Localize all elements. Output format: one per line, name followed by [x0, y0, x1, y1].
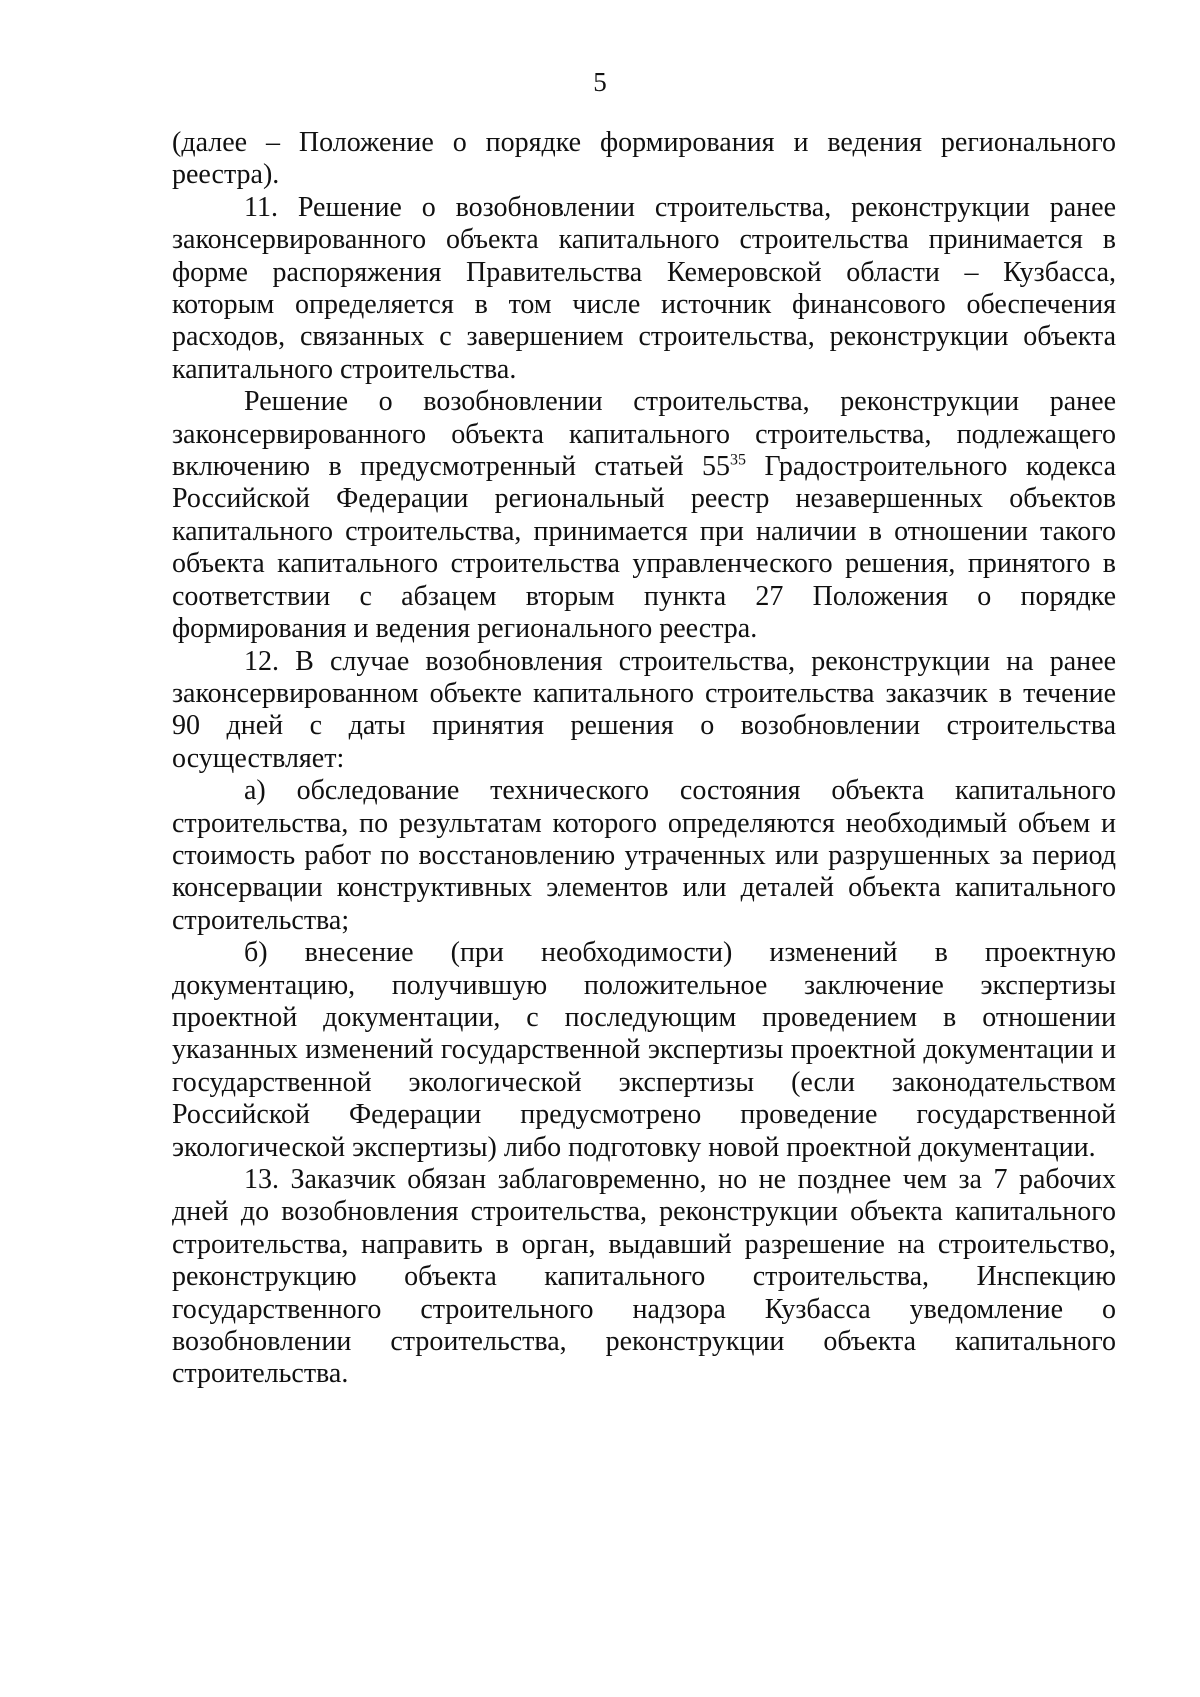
paragraph-text-after-superscript: Градостроительного кодекса Российской Федерации региональный реестр незавершенных объектов капитального строительства, принимается при наличии в отношении такого объекта капитального строительства управленческого решения, принятого в соответствии с абзацем вторым пункта 27 Положения о порядке формирования и ведения регионального реестра. [172, 451, 1116, 645]
paragraph-text-before-superscript: Решение о возобновлении строительства, реконструкции ранее законсервированного объекта капитального строительства, подлежащего включению в предусмотренный статьей 55 [172, 386, 1116, 483]
paragraph-subitem-a: а) обследование технического состояния объекта капитального строительства, по результатам которого определяются необходимый объем и стоимость работ по восстановлению утраченных или разрушенных за период консервации конструктивных элементов или деталей объекта капитального строительства; [172, 775, 1116, 936]
article-superscript: 35 [730, 451, 746, 469]
page-number: 5 [593, 67, 607, 97]
paragraph-item-13: 13. Заказчик обязан заблаговременно, но не позднее чем за 7 рабочих дней до возобновления строительства, реконструкции объекта капитального строительства, направить в орган, выдавший разрешение на строительство, реконструкцию объекта капитального строительства, Инспекцию государственного строительного надзора Кузбасса уведомление о возобновлении строительства, реконструкции объекта капитального строительства. [172, 1164, 1116, 1390]
paragraph-item-12: 12. В случае возобновления строительства, реконструкции на ранее законсервированном объекте капитального строительства заказчик в течение 90 дней с даты принятия решения о возобновлении строительства осуществляет: [172, 645, 1116, 774]
paragraph-item-11: 11. Решение о возобновлении строительства, реконструкции ранее законсервированного объекта капитального строительства принимается в форме распоряжения Правительства Кемеровской области – Кузбасса, которым определяется в том числе источник финансового обеспечения расходов, связанных с завершением строительства, реконструкции объекта капитального строительства. [172, 191, 1116, 385]
paragraph-decision-register [172, 386, 1116, 645]
paragraph-subitem-b: б) внесение (при необходимости) изменений в проектную документацию, получившую положительное заключение экспертизы проектной документации, с последующим проведением в отношении указанных изменений государственной экспертизы проектной документации и государственной экологической экспертизы (если законодательством Российской Федерации предусмотрено проведение государственной экологической экспертизы) либо подготовку новой проектной документации. [172, 937, 1116, 1163]
paragraph-continuation: (далее – Положение о порядке формирования и ведения регионального реестра). [172, 127, 1116, 191]
document-body [172, 127, 1116, 1391]
